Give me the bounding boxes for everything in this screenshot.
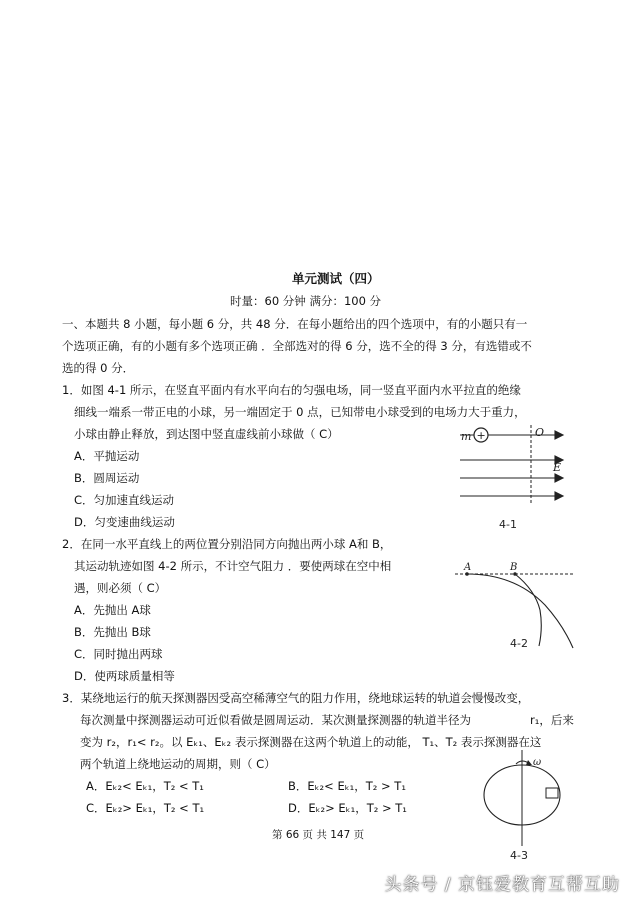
section-instruction-line-3: 选的得 0 分． <box>62 361 135 375</box>
watermark: 头条号 / 京钰爱教育互帮互助 <box>384 875 620 895</box>
q3-line-4: 两个轨道上绕地运动的周期，则（ C） <box>80 757 276 771</box>
page-title: 单元测试（四） <box>292 271 380 286</box>
q1-option-a: A．平抛运动 <box>74 449 140 463</box>
q1-line-3: 小球由静止释放，到达图中竖直虚线前小球做（ C） <box>74 427 339 441</box>
q3-option-a: A．Eₖ₂< Eₖ₁，T₂ < T₁ <box>86 779 204 793</box>
q3-line-2b: r₁，后来 <box>530 713 574 727</box>
q1-option-c: C．匀加速直线运动 <box>74 493 175 507</box>
figure-4-1 <box>455 420 575 535</box>
q2-option-a: A．先抛出 A球 <box>74 603 151 617</box>
q2-option-d: D．使两球质量相等 <box>74 669 175 683</box>
q3-option-c: C．Eₖ₂> Eₖ₁，T₂ < T₁ <box>86 801 205 815</box>
q1-option-b: B．圆周运动 <box>74 471 140 485</box>
q3-line-3: 变为 r₂，r₁< r₂。以 Eₖ₁、Eₖ₂ 表示探测器在这两个轨道上的动能， T₁、T₂ 表示探测器在这 <box>80 735 542 749</box>
q2-line-3: 遇，则必须（ C） <box>74 581 167 595</box>
figure-4-2 <box>455 560 580 660</box>
fig-4-2-a-label: A <box>464 562 472 573</box>
q1-line-1: 1．如图 4-1 所示，在竖直平面内有水平向右的匀强电场，同一竖直平面内水平拉直的绝缘 <box>62 383 521 397</box>
q2-line-1: 2．在同一水平直线上的两位置分别沿同方向抛出两小球 A和 B， <box>62 537 392 551</box>
page-number: 第 66 页 共 147 页 <box>272 829 365 841</box>
q3-line-1: 3．某绕地运行的航天探测器因受高空稀薄空气的阻力作用，绕地球运转的轨道会慢慢改变， <box>62 691 530 705</box>
fig-4-1-m-label: m <box>461 430 472 443</box>
fig-4-1-caption: 4-1 <box>499 518 517 531</box>
section-instruction-line-1: 一、本题共 8 小题，每小题 6 分，共 48 分．在每小题给出的四个选项中，有的小题只有一 <box>62 317 528 331</box>
figure-4-3 <box>480 750 580 870</box>
q1-option-d: D．匀变速曲线运动 <box>74 515 175 529</box>
fig-4-2-caption: 4-2 <box>510 637 528 650</box>
fig-4-3-caption: 4-3 <box>510 849 528 862</box>
q3-option-d: D．Eₖ₂> Eₖ₁，T₂ > T₁ <box>288 801 407 815</box>
q3-line-2a: 每次测量中探测器运动可近似看做是圆周运动．某次测量探测器的轨道半径为 <box>80 713 471 727</box>
q2-option-b: B．先抛出 B球 <box>74 625 151 639</box>
fig-4-1-e-label: E <box>553 461 562 474</box>
fig-4-1-o-label: O <box>535 426 545 439</box>
fig-4-3-omega-label: ω <box>533 757 542 768</box>
q3-option-b: B．Eₖ₂< Eₖ₁，T₂ > T₁ <box>288 779 406 793</box>
time-score-line: 时量：60 分钟 满分：100 分 <box>230 294 382 308</box>
section-instruction-line-2: 个选项正确，有的小题有多个选项正确 ．全部选对的得 6 分，选不全的得 3 分，有选错或不 <box>62 339 532 353</box>
q2-option-c: C．同时抛出两球 <box>74 647 163 661</box>
q2-line-2: 其运动轨迹如图 4-2 所示，不计空气阻力 ．要使两球在空中相 <box>74 559 392 573</box>
q1-line-2: 细线一端系一带正电的小球，另一端固定于 0 点，已知带电小球受到的电场力大于重力， <box>74 405 526 419</box>
fig-4-2-b-label: B <box>510 562 518 573</box>
svg-text:+: + <box>476 429 486 442</box>
